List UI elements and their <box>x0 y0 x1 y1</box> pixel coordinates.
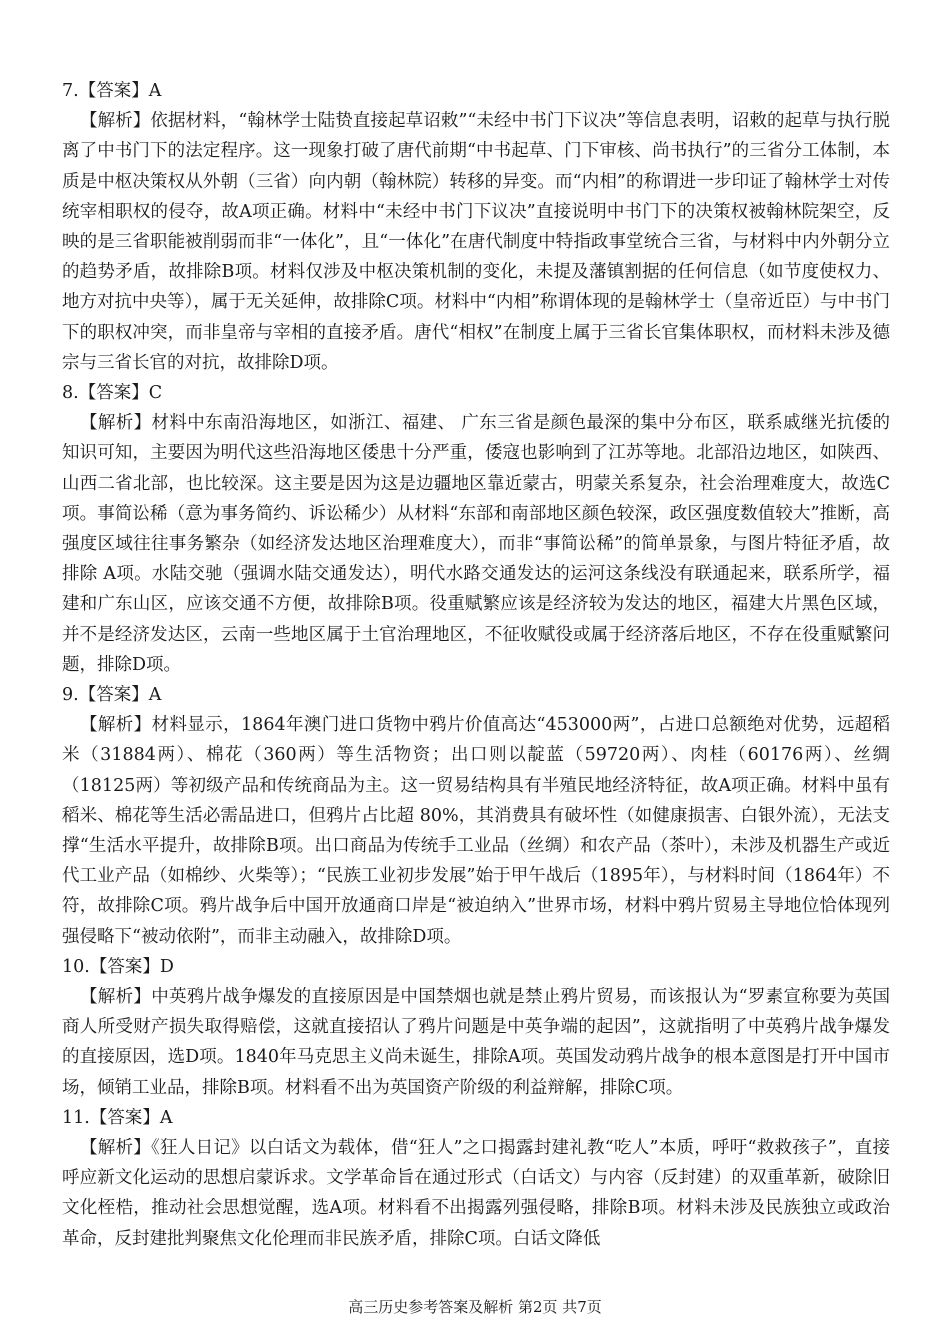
question-10 <box>62 952 890 1103</box>
page-footer: 高三历史参考答案及解析 第2页 共7页 <box>348 1298 602 1316</box>
analysis-paragraph: 【解析】《狂人日记》以白话文为载体，借“狂人”之口揭露封建礼教“吃人”本质，呼吁“救救孩子”，直接呼应新文化运动的思想启蒙诉求。文学革命旨在通过形式（白话文）与内容（反封建）的双重革新，破除旧文化桎梏，推动社会思想觉醒，选A项。材料看不出揭露列强侵略，排除B项。材料未涉及民族独立或政治革命，反封建批判聚焦文化伦理而非民族矛盾，排除C项。白话文降低 <box>62 1138 890 1249</box>
analysis-paragraph: 【解析】依据材料，“翰林学士陆贽直接起草诏敕”“未经中书门下议决”等信息表明，诏敕的起草与执行脱离了中书门下的法定程序。这一现象打破了唐代前期“中书起草、门下审核、尚书执行”的三省分工体制，本质是中枢决策权从外朝（三省）向内朝（翰林院）转移的异变。而“内相”的称谓进一步印证了翰林学士对传统宰相职权的侵夺，故A项正确。材料中“未经中书门下议决”直接说明中书门下的决策权被翰林院架空，反映的是三省职能被削弱而非“一体化”，且“一体化”在唐代制度中特指政事堂统合三省，与材料中内外朝分立的趋势矛盾，故排除B项。材料仅涉及中枢决策机制的变化，未提及藩镇割据的任何信息（如节度使权力、地方对抗中央等），属于无关延伸，故排除C项。材料中“内相”称谓体现的是翰林学士（皇帝近臣）与中书门下的职权冲突，而非皇帝与宰相的直接矛盾。唐代“相权”在制度上属于三省长官集体职权，而材料未涉及德宗与三省长官的对抗，故排除D项。 <box>62 111 890 373</box>
analysis-paragraph: 【解析】材料显示，1864年澳门进口货物中鸦片价值高达“453000两”，占进口总额绝对优势，远超稻米（31884两）、棉花（360两）等生活物资；出口则以靛蓝（59720两）、肉桂（60176两）、丝绸（18125两）等初级产品和传统商品为主。这一贸易结构具有半殖民地经济特征，故A项正确。材料中虽有稻米、棉花等生活必需品进口，但鸦片占比超 80%，其消费具有破坏性（如健康损害、白银外流），无法支撑“生活水平提升，故排除B项。出口商品为传统手工业品（丝绸）和农产品（茶叶），未涉及机器生产或近代工业产品（如棉纱、火柴等）；“民族工业初步发展”始于甲午战后（1895年），与材料时间（1864年）不符，故排除C项。鸦片战争后中国开放通商口岸是“被迫纳入”世界市场，材料中鸦片贸易主导地位恰体现列强侵略下“被动依附”，而非主动融入，故排除D项。 <box>62 715 890 947</box>
question-9 <box>62 680 890 952</box>
question-11 <box>62 1103 890 1254</box>
answer-line: 7.【答案】A <box>62 81 162 101</box>
analysis-paragraph: 【解析】材料中东南沿海地区，如浙江、福建、 广东三省是颜色最深的集中分布区，联系戚继光抗倭的知识可知，主要因为明代这些沿海地区倭患十分严重，倭寇也影响到了江苏等地。北部沿边地区，如陕西、山西二省北部，也比较深。这主要是因为这是边疆地区靠近蒙古，明蒙关系复杂，社会治理难度大，故选C项。事简讼稀（意为事务简约、诉讼稀少）从材料“东部和南部地区颜色较深，政区强度数值较大”推断，高强度区域往往事务繁杂（如经济发达地区治理难度大），而非“事简讼稀”的简单景象，与图片特征矛盾，故排除 A项。水陆交驰（强调水陆交通发达），明代水路交通发达的运河这条线没有联通起来，联系所学，福建和广东山区，应该交通不方便，故排除B项。役重赋繁应该是经济较为发达的地区，福建大片黑色区域，并不是经济发达区，云南一些地区属于土官治理地区，不征收赋役或属于经济落后地区，不存在役重赋繁问题，排除D项。 <box>62 413 890 675</box>
analysis-paragraph: 【解析】中英鸦片战争爆发的直接原因是中国禁烟也就是禁止鸦片贸易，而该报认为“罗素宣称要为英国商人所受财产损失取得赔偿，这就直接招认了鸦片问题是中英争端的起因”，这就指明了中英鸦片战争爆发的直接原因，选D项。1840年马克思主义尚未诞生，排除A项。英国发动鸦片战争的根本意图是打开中国市场，倾销工业品，排除B项。材料看不出为英国资产阶级的利益辩解，排除C项。 <box>62 987 890 1098</box>
answer-line: 9.【答案】A <box>62 685 162 706</box>
answer-line: 10.【答案】D <box>62 956 174 977</box>
question-7 <box>62 76 890 378</box>
answer-line: 11.【答案】A <box>62 1107 173 1128</box>
answer-line: 8.【答案】C <box>62 383 163 404</box>
answer-page <box>62 76 890 1254</box>
question-8 <box>62 378 890 680</box>
